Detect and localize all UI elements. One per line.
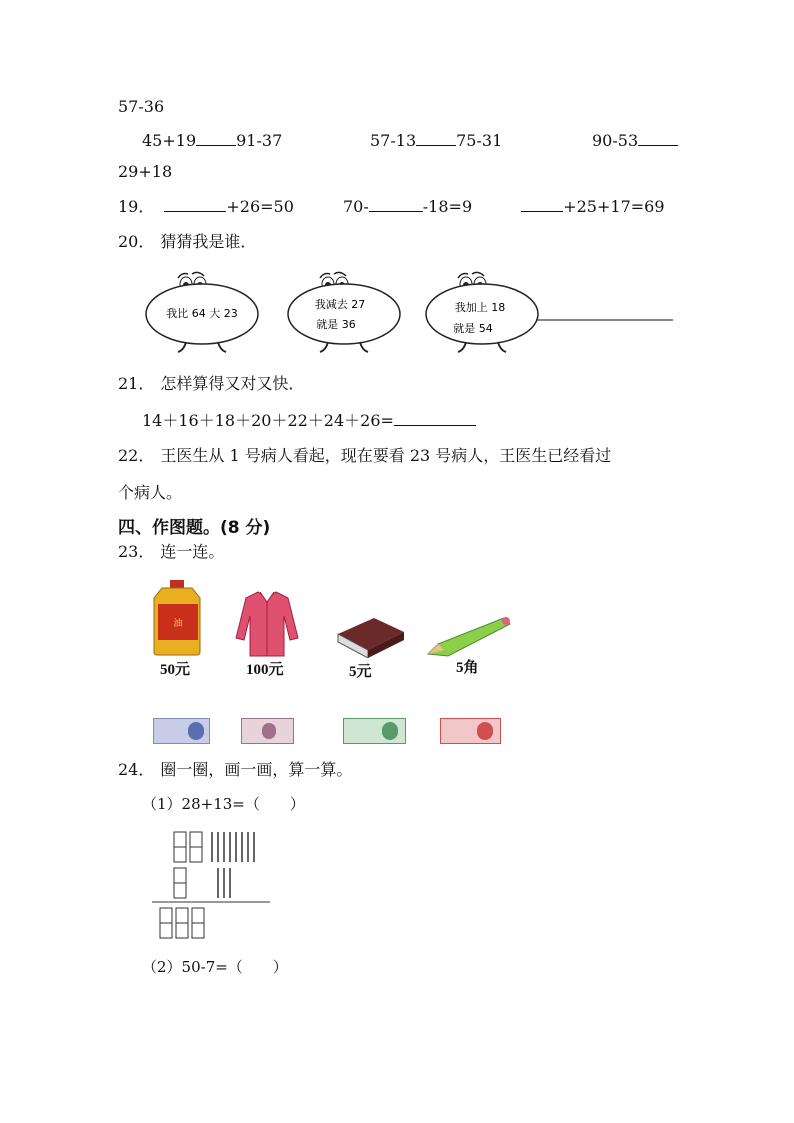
q18-item-1: 45+19 91-37 [142,131,283,150]
tens-block-icon [176,908,188,938]
q23-title: 23． 连一连。 [118,542,225,561]
book-icon[interactable] [334,614,406,658]
price-label: 50元 [160,662,191,678]
egg-3-line2: 就是 54 [453,322,493,335]
banknote-icon[interactable] [343,718,406,744]
q20-title: 20． 猜猜我是谁． [118,232,257,251]
q18-line-end: 29+18 [118,162,173,181]
coat-icon[interactable] [234,588,300,658]
banknote-icon[interactable] [440,718,501,744]
banknote-icon[interactable] [153,718,210,744]
section-title: 四、作图题。(8 分) [118,518,271,538]
pencil-icon[interactable] [426,614,512,658]
egg-2-line1: 我减去 27 [314,298,366,311]
tens-block-icon [174,832,186,862]
tens-block-icon [190,832,202,862]
q21-expression: 14＋16＋18＋20＋22＋24＋26= [142,410,476,431]
q22-line1: 22． 王医生从 1 号病人看起，现在要看 23 号病人，王医生已经看过 [118,446,612,465]
answer-blank[interactable] [196,130,236,146]
q18-line0: 57-36 [118,97,165,116]
tens-block-icon [174,868,186,898]
q22-line2: 个病人。 [118,483,183,502]
price-label: 5角 [456,660,479,676]
answer-blank[interactable] [638,130,678,146]
price-label: 100元 [246,662,284,678]
ones-sticks-icon [212,832,254,862]
q24-sub2: （2）50-7=（ ） [142,958,288,976]
price-label: 5元 [349,664,372,680]
q24-title: 24． 圈一圈，画一画，算一算。 [118,760,353,779]
egg-2-line2: 就是 36 [316,318,356,331]
answer-blank[interactable] [369,196,423,212]
q19: 19． +26=50 70- -18=9 +25+17=69 [118,197,665,216]
ones-sticks-icon [218,868,230,898]
q18-item-2: 57-13 75-31 [370,131,503,150]
oil-bottle-icon[interactable] [150,578,206,656]
tens-block-icon [160,908,172,938]
q21-title: 21． 怎样算得又对又快． [118,374,305,393]
egg-3-line1: 我加上 18 [454,301,506,314]
answer-blank[interactable] [164,196,226,212]
tens-block-icon [192,908,204,938]
answer-blank[interactable] [416,130,456,146]
q24-sub1: （1）28+13=（ ） [142,795,305,813]
answer-blank[interactable] [394,410,476,426]
egg-characters [140,262,680,362]
counting-diagram [150,828,280,943]
egg-1-line1: 我比 64 大 23 [166,307,238,320]
svg-text:油: 油 [173,619,183,629]
q18-item-3: 90-53 [592,130,678,151]
egg-character-icon [288,272,400,352]
banknote-icon[interactable] [241,718,294,744]
answer-blank[interactable] [521,196,563,212]
